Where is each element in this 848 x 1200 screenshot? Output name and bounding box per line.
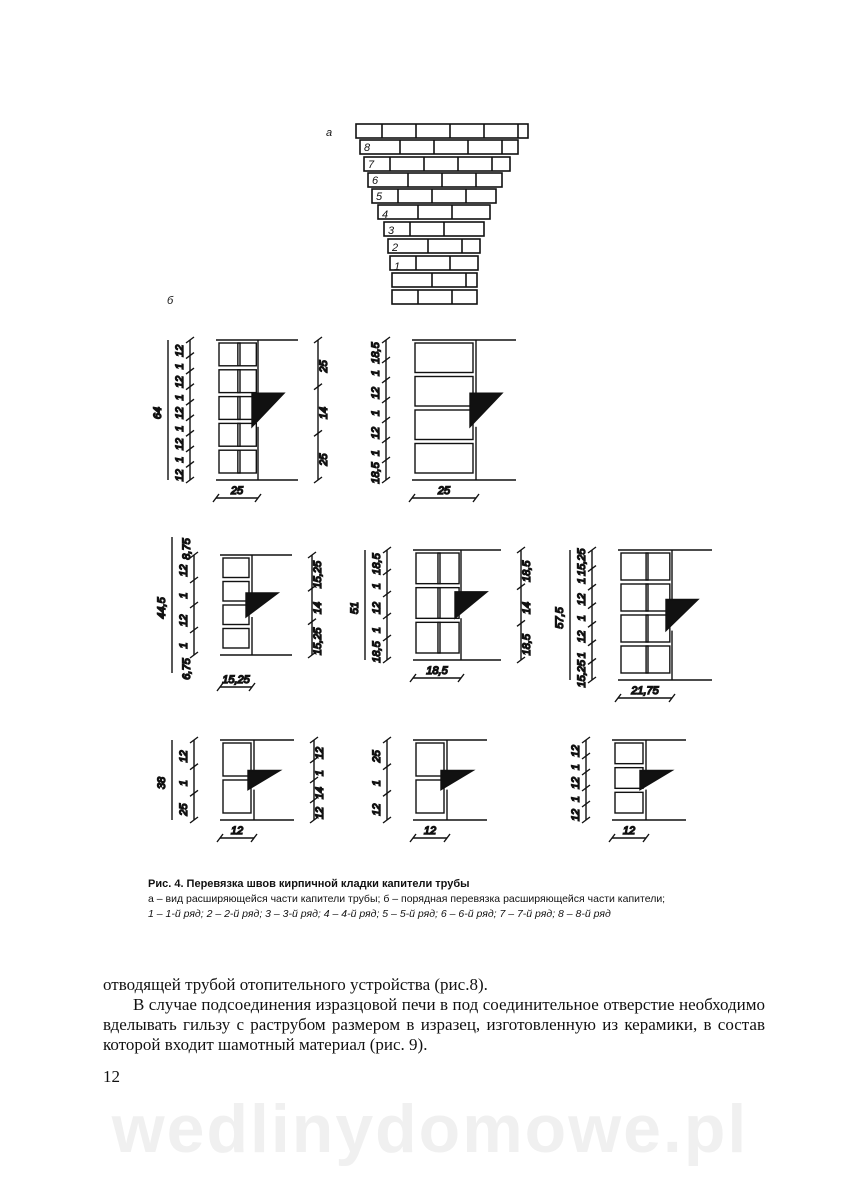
dimension-label: 14 (314, 786, 326, 800)
dimension-label: 18,5 (521, 633, 533, 656)
dimension-width: 12 (230, 825, 244, 837)
brick (621, 646, 648, 673)
brick (219, 450, 240, 473)
corbel-wedge (470, 393, 502, 427)
dimension-label: 12 (370, 386, 382, 400)
dimension-width: 25 (437, 485, 451, 497)
dimension-label: 1 (570, 763, 582, 771)
dimension-label: 18,5 (370, 342, 382, 364)
detail-panel-panel5 (554, 547, 712, 702)
dimension-label: 1 (174, 456, 186, 463)
dimension-total: 57,5 (554, 607, 566, 629)
detail-panel-panel4 (349, 547, 533, 682)
figure-caption (148, 877, 708, 922)
dimension-label: 1 (370, 409, 382, 417)
dimension-label: 25 (318, 453, 330, 466)
row-number: 5 (376, 191, 383, 203)
brick (438, 553, 459, 584)
dimension-label: 1 (370, 449, 382, 457)
corbel-wedge (246, 593, 278, 617)
brick (416, 743, 444, 776)
brick (219, 423, 240, 446)
row-number: 1 (394, 261, 401, 273)
dimension-total: 44,5 (156, 597, 168, 619)
detail-panel-panel3 (156, 537, 324, 691)
brick (223, 743, 251, 776)
brick (415, 377, 473, 407)
dimension-label: 12 (370, 426, 382, 440)
pyramid-row (388, 239, 480, 253)
brick (223, 582, 249, 602)
dimension-total: 64 (152, 406, 164, 420)
dimension-label: 1 (371, 582, 383, 590)
dimension-label: 1 (576, 577, 588, 584)
brick (646, 646, 670, 673)
brick (223, 629, 249, 649)
pyramid-row (372, 189, 496, 203)
corbel-wedge (252, 393, 284, 427)
brick (621, 584, 648, 611)
brick (615, 743, 643, 764)
brick (621, 553, 648, 580)
dimension-label: 25 (371, 750, 383, 763)
dimension-label: 14 (521, 601, 533, 615)
brick (646, 553, 670, 580)
dimension-label: 1 (178, 642, 190, 649)
dimension-label: 1 (314, 769, 326, 777)
detail-panel-panel2 (370, 337, 516, 502)
dimension-label: 1 (570, 795, 582, 803)
brick (416, 622, 440, 653)
brick (416, 780, 444, 813)
brick (223, 605, 249, 625)
dimension-label: 15,25 (576, 548, 588, 577)
brick (223, 558, 249, 578)
brick (615, 792, 643, 813)
dimension-label: 18,5 (521, 560, 533, 583)
figure-label-b: б (167, 295, 174, 307)
pyramid-row (390, 256, 478, 270)
dimension-label: 25 (318, 360, 330, 373)
dimension-label: 1 (576, 652, 588, 659)
watermark: wedlinydomowe.pl (111, 1091, 749, 1167)
brick (416, 588, 440, 619)
dimension-label: 18,5 (371, 553, 383, 575)
dimension-width: 18,5 (426, 665, 448, 677)
dimension-label: 12 (570, 808, 582, 822)
row-number: 3 (388, 225, 395, 237)
dimension-label: 1 (174, 425, 186, 432)
brick (615, 768, 643, 789)
dimension-label: 25 (178, 803, 190, 816)
dimension-label: 1 (178, 779, 190, 787)
body-line-1: отводящей трубой отопительного устройства (рис.8). (103, 975, 488, 994)
dimension-label: 15,25 (312, 560, 324, 589)
dimension-label: 1 (178, 592, 190, 599)
dimension-bottom: 6,75 (181, 658, 193, 680)
dimension-width: 12 (423, 825, 437, 837)
dimension-label: 12 (174, 344, 186, 357)
brick (438, 622, 459, 653)
dimension-width: 25 (230, 485, 244, 497)
dimension-label: 12 (178, 614, 190, 627)
dimension-label: 15,25 (312, 627, 324, 656)
dimension-label: 1 (371, 626, 383, 634)
pyramid-row (368, 173, 502, 187)
dimension-label: 12 (576, 630, 588, 643)
dimension-label: 12 (570, 776, 582, 790)
dimension-label: 1 (370, 369, 382, 377)
dimension-label: 12 (570, 744, 582, 758)
pyramid-row (384, 222, 484, 236)
page-number: 12 (103, 1067, 120, 1086)
dimension-label: 12 (314, 806, 326, 820)
dimension-label: 14 (318, 406, 330, 420)
dimension-label: 1 (174, 394, 186, 401)
row-numbers (364, 142, 400, 273)
dimension-label: 12 (314, 746, 326, 760)
brick (219, 343, 240, 366)
dimension-total: 51 (349, 601, 361, 615)
brick (219, 370, 240, 393)
dimension-label: 12 (174, 375, 186, 389)
dimension-width: 15,25 (222, 674, 250, 686)
detail-panel-panel7 (371, 737, 487, 842)
caption-description: а – вид расширяющейся части капители трубы; б – порядная перевязка расширяющейся части капители; (148, 893, 666, 905)
detail-panel-panel8 (570, 737, 686, 842)
corbel-wedge (455, 592, 487, 618)
pyramid-row (378, 205, 490, 219)
corbel-wedge (248, 770, 280, 789)
dimension-label: 12 (576, 593, 588, 606)
brick (415, 444, 473, 474)
caption-title: Рис. 4. Перевязка швов кирпичной кладки капители трубы (148, 878, 470, 890)
brick (219, 397, 240, 420)
dimension-label: 1 (174, 363, 186, 370)
dimension-label: 12 (178, 750, 190, 763)
dimension-label: 1 (576, 614, 588, 622)
pyramid-row (360, 140, 518, 154)
dimension-label: 12 (371, 601, 383, 615)
row-number: 2 (392, 242, 399, 254)
figure-label-a: а (326, 127, 333, 139)
row-number: 8 (364, 142, 371, 154)
pyramid-row (392, 290, 477, 304)
caption-legend: 1 – 1-й ряд; 2 – 2-й ряд; 3 – 3-й ряд; 4 – 4-й ряд; 5 – 5-й ряд; 6 – 6-й ряд; 7 – 7-й ряд; 8 – 8-й ряд (148, 908, 611, 920)
brick (415, 343, 473, 373)
detail-panel-panel6 (156, 737, 326, 842)
dimension-label: 15,25 (576, 659, 588, 688)
dimension-label: 12 (174, 437, 186, 451)
detail-panel-panel1 (152, 337, 330, 502)
dimension-label: 18,5 (371, 641, 383, 663)
dimension-width: 12 (622, 825, 636, 837)
corbel-wedge (640, 770, 672, 789)
dimension-total: 38 (156, 776, 168, 790)
pyramid-row (364, 157, 510, 171)
dimension-top: 8,75 (181, 538, 193, 560)
body-text (103, 975, 765, 1055)
corbel-wedge (666, 599, 698, 630)
row-number: 6 (372, 175, 379, 187)
dimension-label: 12 (371, 803, 383, 816)
dimension-label: 12 (174, 469, 186, 482)
dimension-label: 12 (178, 564, 190, 577)
corbel-wedge (441, 770, 473, 789)
dimension-label: 18,5 (370, 462, 382, 484)
dimension-label: 12 (174, 406, 186, 420)
brick (621, 615, 648, 642)
brick (415, 410, 473, 440)
dimension-width: 21,75 (631, 685, 659, 697)
row-number: 7 (368, 159, 375, 171)
dimension-label: 1 (371, 779, 383, 787)
body-paragraph-2: В случае подсоединения изразцовой печи в под соединительное отверстие необходимо вделывать гильзу с раструбом размером в изразец, изготовленную из керамики, в состав которой входит шамотный материал (рис. 9). (103, 995, 765, 1054)
brick (416, 553, 440, 584)
brick (223, 780, 251, 813)
dimension-label: 14 (312, 601, 324, 615)
row-number: 4 (382, 209, 389, 221)
pyramid-row (392, 273, 477, 287)
